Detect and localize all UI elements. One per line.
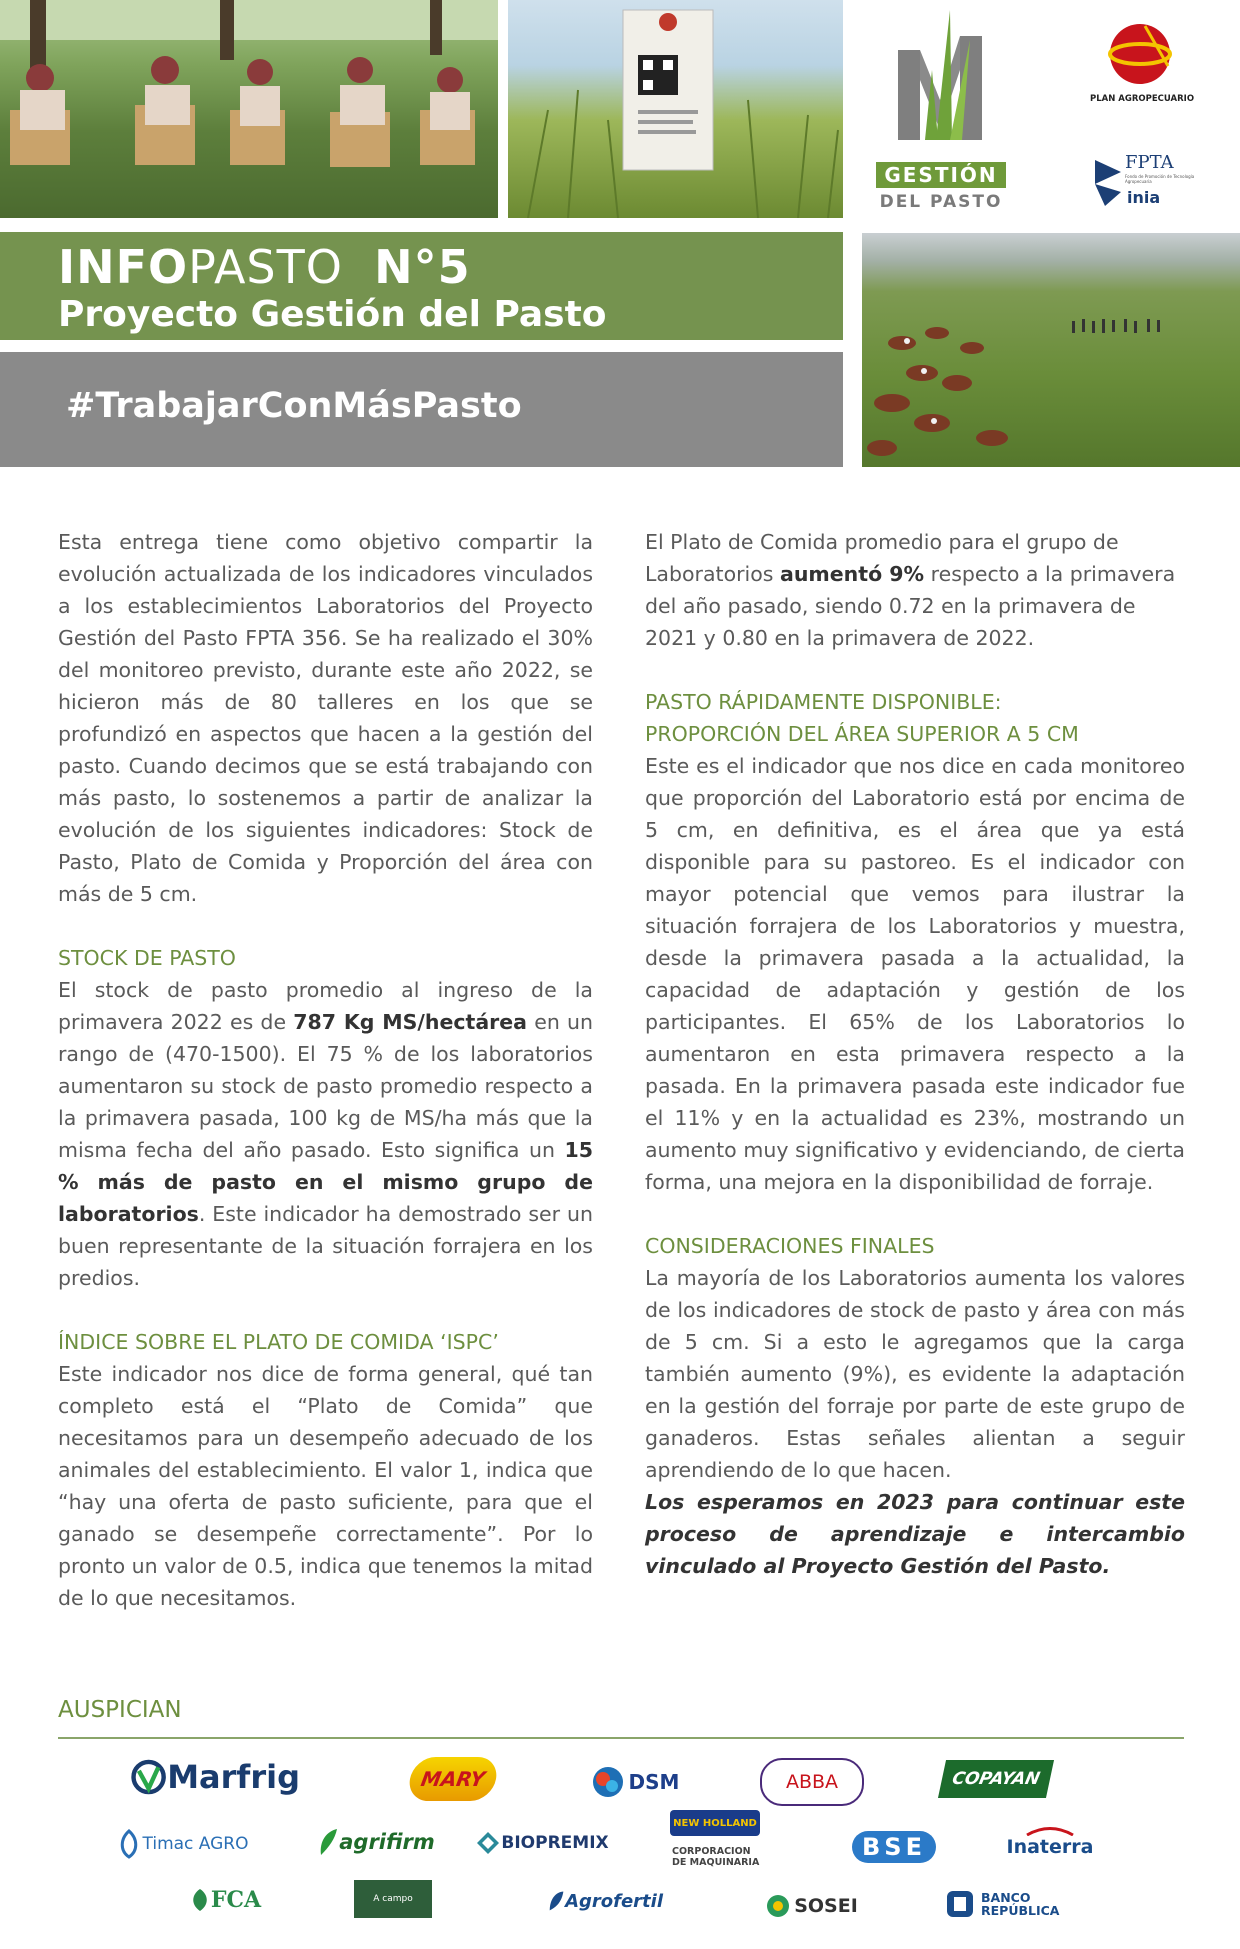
mary-logo-text: MARY [419,1767,487,1791]
agrifirm-logo-text: agrifirm [339,1830,435,1854]
left-column [58,526,593,1614]
stock-text-3: . Este indicador ha demostrado ser un buen representante de la situación forrajera en los predios. [58,1202,593,1290]
gestion-logo-line2: DEL PASTO [879,192,1003,212]
copayan-logo [938,1760,1054,1798]
inaterra-logo [1005,1820,1095,1864]
consideraciones-paragraph: La mayoría de los Laboratorios aumenta los valores de los indicadores de stock de pasto y área con más de 5 cm. Si a esto le agregamos que la carga también aumento (9%), es evidente la adaptación en la gestión del forraje por parte de este grupo de ganaderos. Estas señales alientan a seguir aprendiendo de lo que hacen. [645,1266,1185,1482]
stock-bold-1: 787 Kg MS/hectárea [293,1010,528,1034]
stock-heading: STOCK DE PASTO [58,946,236,970]
stock-paragraph [58,974,593,1294]
stock-bold-2: 15 % más de pasto en el mismo grupo de laboratorios [58,1138,593,1226]
abba-logo-text: ABBA [785,1771,839,1793]
mary-logo [406,1757,500,1801]
bse-logo [848,1828,940,1866]
marfrig-logo-text: Marfrig [167,1758,300,1796]
copayan-logo-text: COPAYAN [950,1769,1042,1789]
agrofertil-logo [548,1882,663,1920]
consideraciones-heading: CONSIDERACIONES FINALES [645,1234,935,1258]
agrifirm-logo [316,1822,436,1862]
title-bold: INFO [58,240,189,294]
sponsors-divider [58,1737,1184,1739]
plato-paragraph [645,526,1185,654]
stock-text-2: en un rango de (470-1500). El 75 % de los laboratorios aumentaron su stock de pasto promedio respecto a la primavera pasada, 100 kg de MS/ha más que la misma fecha del año pasado. Esto significa un [58,1010,594,1162]
inia-logo-text: inia [1127,188,1161,207]
banco-republica-logo [944,1884,1070,1924]
photo-workshop-meeting [0,0,498,218]
plato-bold: aumentó 9% [779,562,925,586]
new-holland-logo-text: NEW HOLLAND [673,1817,757,1829]
closing-paragraph: Los esperamos en 2023 para continuar este proceso de aprendizaje e intercambio vinculado al Proyecto Gestión del Pasto. [645,1490,1185,1578]
sponsors-title: AUSPICIAN [58,1697,182,1723]
dsm-logo-text: DSM [628,1770,680,1794]
photo-pasture-sign [508,0,843,218]
biopremix-logo-text: BIOPREMIX [501,1833,609,1853]
fca-logo [180,1880,270,1920]
ispc-paragraph: Este indicador nos dice de forma general, qué tan completo está el “Plato de Comida” que necesitamos para un desempeño adecuado de los animales del establecimiento. El valor 1, indica que “hay una oferta de pasto suficiente, para que el ganado se desempeñe correctamente”. Por lo pronto un valor de 0.5, indica que tenemos la mitad de lo que necesitamos. [58,1362,593,1610]
acampo-logo-text: A campo [373,1894,413,1904]
timac-logo [115,1824,250,1864]
pasto-heading-line2: PROPORCIÓN DEL ÁREA SUPERIOR A 5 CM [645,722,1079,746]
fpta-logo-text: FPTA [1125,152,1174,173]
hashtag: #TrabajarConMásPasto [66,386,522,426]
stock-text-1: El stock de pasto promedio al ingreso de la primavera 2022 es de [58,978,593,1034]
sosei-logo [764,1888,860,1924]
fca-logo-text: FCA [210,1887,262,1913]
fpta-logo-subtext: Fondo de Promoción de Tecnología Agropecuaria [1125,174,1195,184]
timac-logo-text: Timac AGRO [142,1834,249,1854]
marfrig-logo [130,1752,300,1802]
inaterra-logo-text: Inaterra [1006,1836,1094,1858]
dsm-logo [590,1760,680,1804]
plato-text-2: respecto a la primavera del año pasado, siendo 0.72 en la primavera de 2021 y 0.80 en la primavera de 2022. [645,562,1176,650]
plato-text-1: El Plato de Comida promedio para el grupo de Laboratorios [645,530,1119,586]
gestion-logo-line1: GESTIÓN [876,162,1006,188]
new-holland-subtext: CORPORACION DE MAQUINARIA [672,1846,760,1868]
bse-logo-text: BSE [852,1831,936,1863]
acampo-logo [354,1880,432,1918]
banco-logo-text: BANCO REPÚBLICA [981,1890,1060,1918]
abba-logo [760,1758,864,1806]
gestion-del-pasto-logo [870,0,1010,218]
biopremix-logo [474,1824,610,1862]
plan-logo-text: PLAN AGROPECUARIO [1090,94,1195,104]
pasto-heading-line1: PASTO RÁPIDAMENTE DISPONIBLE: [645,690,1002,714]
plan-agropecuario-logo [1090,18,1195,108]
intro-paragraph: Esta entrega tiene como objetivo compartir la evolución actualizada de los indicadores vinculados a los establecimientos Laboratorios del Proyecto Gestión del Pasto FPTA 356. Se ha realizado el 30% del monitoreo previsto, durante este año 2022, se hicieron más de 80 talleres en los que se profundizó en aspectos que hacen a la gestión del pasto. Cuando decimos que se está trabajando con más pasto, lo sostenemos a partir de analizar la evolución de los siguientes indicadores: Stock de Pasto, Plato de Comida y Proporción del área con más de 5 cm. [58,530,593,906]
photo-cattle-field [862,233,1240,467]
ispc-heading: ÍNDICE SOBRE EL PLATO DE COMIDA ‘ISPC’ [58,1330,499,1354]
page-subtitle: Proyecto Gestión del Pasto [58,294,607,335]
title-light: PASTO [188,240,343,294]
title-number: N°5 [374,240,471,294]
sosei-logo-text: SOSEI [794,1895,858,1917]
page-title [58,240,471,294]
fpta-inia-logo [1095,152,1195,212]
right-column [645,526,1185,1582]
new-holland-logo [670,1810,760,1836]
agrofertil-logo-text: Agrofertil [565,1890,663,1912]
pasto-paragraph: Este es el indicador que nos dice en cada monitoreo que proporción del Laboratorio está por encima de 5 cm, en definitiva, es el área que ya está disponible para su pastoreo. Es el indicador con mayor potencial que vemos para ilustrar la situación forrajera de los Laboratorios y muestra, desde la primavera pasada a la actualidad, la capacidad de adaptación y gestión de los participantes. El 65% de los Laboratorios lo aumentaron en esta primavera respecto a la pasada. En la primavera pasada este indicador fue el 11% y en la actualidad es 23%, mostrando un aumento muy significativo y evidenciando, de cierta forma, una mejora en la disponibilidad de forraje. [645,754,1185,1194]
